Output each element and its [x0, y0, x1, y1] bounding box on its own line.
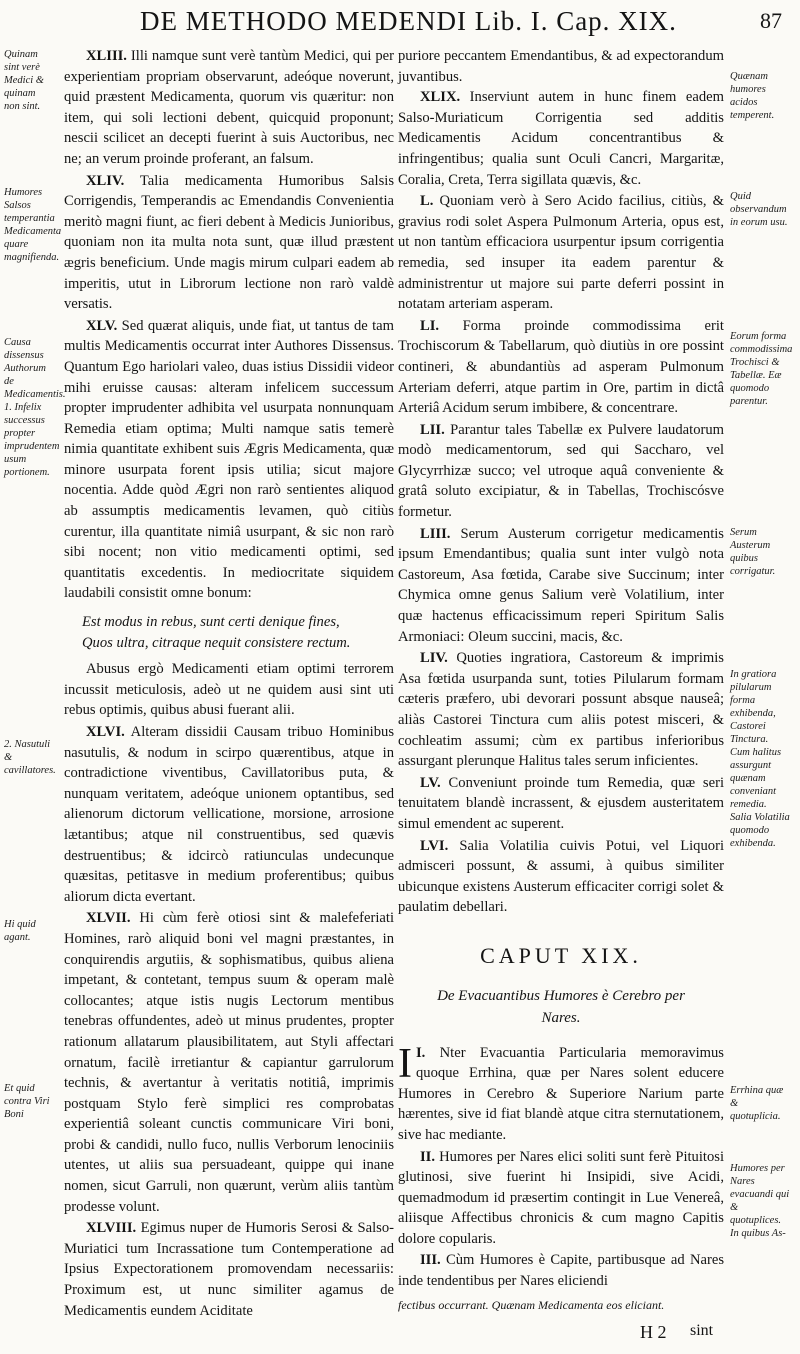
right-text-column [398, 46, 724, 1293]
margin-note: In gratiora pilularum forma exhibenda, Castorei Tinctura. Cum halitus assurgunt quænam conveniant remedia. Salia Volatilia quomodo exhibenda. [730, 669, 790, 849]
section-text: Hi cùm ferè otiosi sint & malefeferiati Homines, rarò aliquid boni vel magni præstantes, in conquirendis argutiis, & sophismatibus, quibus aliena impetant, & contetant, tempus suum & operam malè collocantes; atque istis nugis Lectorum mentibus tenebras offundentes, adeò ut minus prudentes, propter rationum allatarum plausibilitatem, aut Styli affectari ornatum, facilè irretiantur & capiantur garrulorum technis, & avertantur à veritatis notitiâ, imprimis postquam Stylo ferè simplici res comprobatas experientiâ soleant cunctis communicare Viri boni, probi & candidi, nullo fuco, nullis Verborum lenociniis utentes, ut aliis sua persuadeant, quippe qui inane nomen, sicut Garruli, non quærunt, verùm aliis tantùm prodesse volunt. [64, 910, 394, 1215]
section-paragraph [64, 722, 394, 907]
section-number: LIV. [420, 650, 448, 667]
section-paragraph [398, 648, 724, 772]
section-number: L. [420, 193, 434, 210]
section-number: XLIX. [420, 89, 461, 106]
section-paragraph [398, 1040, 724, 1146]
margin-note-continuation: fectibus occurrant. Quænam Medicamenta eos eliciant. [398, 1298, 665, 1312]
section-text: Humores per Nares elici soliti sunt ferè Pituitosi glutinosi, sive fuerint hi Insipidi, sive Acidi, quemadmodum id præsertim contingit in Lue Venereâ, aliisque Affectibus chronicis & cum magno Capitis dolore copularis. [398, 1148, 724, 1247]
left-text-column [64, 46, 394, 1322]
section-paragraph [398, 87, 724, 190]
section-text: Parantur tales Tabellæ ex Pulvere laudatorum modò medicamentorum, sed qui Saccharo, vel Glycyrrhizæ succo; vel utroque aquâ conveniente & gratâ soluto excipiatur, & in Tabellas, Trochiscósve formetur. [398, 421, 724, 521]
catchword: sint [690, 1322, 714, 1339]
section-paragraph [398, 420, 724, 523]
running-header [28, 6, 788, 40]
section-number: LI. [420, 317, 440, 334]
section-number: XLVIII. [86, 1220, 137, 1237]
verse-line: Quos ultra, citraque nequit consistere rectum. [82, 634, 351, 651]
section-number: XLV. [86, 317, 118, 334]
section-text: Abusus ergò Medicamenti etiam optimi terrorem incussit meticulosis, adeò ut ne quidem ausi sint uti rebus optimis, quibus abusi fuerant alii. [64, 661, 394, 719]
section-number: III. [420, 1252, 441, 1269]
signature-mark: H 2 [640, 1322, 667, 1342]
page-number: 87 [760, 8, 782, 33]
margin-note: Humores per Nares evacuandi qui & quotuplices. In quibus As- [730, 1163, 790, 1239]
section-number: XLVII. [86, 910, 131, 927]
section-number: LV. [420, 774, 441, 791]
section-text: Forma proinde commodissima erit Trochiscorum & Tabellarum, quò diutiùs in ore possint contineri, & abundantiùs ad asperam Pulmonum Arteriam deferri, atque partim in Ore, partim in dictâ Arteriâ Acidum serum imbibere, & concentrare. [398, 317, 724, 417]
running-title: DE METHODO MEDENDI Lib. I. Cap. XIX. [140, 6, 677, 36]
section-paragraph [398, 1250, 724, 1291]
verse-quotation [82, 612, 394, 653]
section-text: Cùm Humores è Capite, partibusque ad Nares inde tendentibus per Nares eliciendi [398, 1252, 725, 1290]
section-number: LIII. [420, 525, 451, 542]
section-text: Conveniunt proinde tum Remedia, quæ seri tenuitatem blandè incrassent, & ejusdem austeritatem simul emendent ac superent. [398, 774, 725, 832]
margin-note: Eorum forma commodissima Trochisci & Tabellæ. Eæ quomodo parentur. [730, 331, 793, 407]
section-number: II. [420, 1148, 436, 1165]
section-text: puriore peccantem Emendantibus, & ad expectorandum juvantibus. [398, 48, 724, 85]
margin-note: Errhina quæ & quotuplicia. [730, 1085, 784, 1122]
section-paragraph [398, 46, 724, 87]
section-paragraph [64, 316, 394, 604]
section-text: Egimus nuper de Humoris Serosi & Salso-Muriatici tum Incrassatione tum Contemperatione ad Ipsius Expectorationem promovendam necessariis: Proximum est, ut nunc similiter agamus de Medicamentis eundem Aciditate [64, 1220, 394, 1319]
section-paragraph [64, 1218, 394, 1321]
section-text: Quoties ingratiora, Castoreum & imprimis Asa fœtida usurpanda sunt, toties Pilularum formam cæteris præfero, ubi devorari possunt absque nauseâ; aliàs Castorei Tinctura cum aliis potest misceri, & cochleatim assumi; cùm ex partibus inferioribus assurgant plerunque Halitus tales serum inficientes. [398, 650, 724, 770]
section-paragraph [64, 46, 394, 170]
section-number: XLIV. [86, 172, 125, 189]
margin-note: Quid observandum in eorum usu. [730, 191, 788, 228]
section-text: Alteram dissidii Causam tribuo Hominibus nasutulis, & nodum in scirpo quærentibus, atque in contradictione viventibus, Cavillatoribus puta, & nunquam veritatem, adeóque unionem optantibus, sed alienorum dictorum vellicatione, morsione, arrosione lætantibus; atque nil construentibus, sed quævis destruentibus; & idcircò ratiunculas undecunque quæsitas, petitasve in medium proferentibus; quibus aliorum dicta evertant. [64, 724, 395, 905]
section-number: LII. [420, 421, 445, 438]
section-text: Talia medicamenta Humoribus Salsis Corrigendis, Temperandis ac Emendandis Convenientia meritò magni fiunt, ac fieri debent à Medicis Junioribus, quoniam non ita multa nota sunt, quæ illud præstent ægris beneficium. Unde magis mirum culpari eadem ab imperitis, utut in Librorum lectione non rarò valdè versatis. [64, 172, 395, 313]
section-text: Salia Volatilia cuivis Potui, vel Liquori admisceri possunt, & assumi, à quibus similiter ubicunque existens Austerum efficaciter corrigi solet & paulatim debellari. [398, 837, 724, 916]
margin-note: Humores Salsos temperantia Medicamenta quare magnifienda. [4, 187, 62, 263]
section-number: I. [416, 1044, 426, 1061]
section-paragraph [64, 659, 394, 721]
margin-note: Quænam humores acidos temperent. [730, 71, 775, 121]
section-number: XLVI. [86, 724, 125, 740]
section-paragraph [398, 191, 724, 315]
margin-note: Causa dissensus Authorum de Medicamentis. 1. Infelix successus propter imprudentem usum portionem. [4, 337, 66, 478]
drop-capital: I [398, 1040, 412, 1087]
margin-note: Et quid contra Viri Boni [4, 1083, 50, 1120]
section-text: Sed quærat aliquis, unde fiat, ut tantus de tam multis Medicamentis occurrat inter Authores Dissensus. Quantum Ego hariolari valeo, duas istius Dissidii videor mihi eruisse causas: alteram infelicem successum propter imprudenter adhibita vel usurpata nonnunquam Remedia etiam optima; Multi namque satis temerè nimia quantitate exhibent suis Ægris Medicamenta, quæ minore usurpata forent ipsis utilia; sicut majore nocentia. Adde quòd Ægri non rarò sentientes aliquod ab assumptis medicamentis levamen, quò citiùs curentur, illa quantitate nimiâ usurpant, & sic non rarò sibi nocent; non vitio medicamenti optimi, sed quantitatis excedentis. In mediocritate siquidem laudabili consistit omne bonum: [64, 317, 394, 602]
chapter-heading: CAPUT XIX. [480, 942, 642, 968]
section-paragraph [64, 908, 394, 1217]
section-text: Illi namque sunt verè tantùm Medici, qui per experientiam propriam observarunt, adeóque noverunt, quid præstent Medicamenta, quorum vis quæritur: non item, qui soli lectioni debent, quicquid proponunt; nescii scilicet an decepti fuerint à suis Auctoribus, nec ne; an verum proinde proferant, an falsum. [64, 48, 394, 167]
section-text: Quoniam verò à Sero Acido facilius, citiùs, & gravius rodi solet Aspera Pulmonum Arteria, opus est, ut non tantùm efficaciora usurpentur ipsum corrigentia remedia, sed insuper ita eadem parentur & administrentur ut majore sui parte deferri possint in notatam arteriam asperam. [398, 193, 724, 313]
section-paragraph [398, 316, 724, 419]
section-number: XLIII. [86, 48, 127, 64]
section-paragraph [398, 524, 724, 648]
section-text: Serum Austerum corrigetur medicamentis ipsum Emendantibus; qualia sunt inter vulgò nota Castoreum, Asa fœtida, Carabe sive Succinum; inter Chymica omne genus Salium verè Volatilium, inter quæ hactenus efficacissimum reperi Spiritum Salis Armoniaci: Oleum succini, macis, &c. [398, 525, 724, 645]
margin-note: Serum Austerum quibus corrigatur. [730, 527, 776, 577]
section-paragraph [398, 1147, 724, 1250]
section-text: Nter Evacuantia Particularia memoravimus quoque Errhina, quæ per Nares solent educere Humores in Cerebro & Superiore Narium parte hærentes, sive id fiat blandè atque citra sternutationem, sive hac mediante. [398, 1044, 724, 1143]
section-number: LVI. [420, 837, 449, 854]
section-paragraph [398, 836, 724, 918]
section-paragraph [398, 773, 724, 835]
chapter-subtitle: De Evacuantibus Humores è Cerebro per Nares. [437, 987, 685, 1026]
margin-note: Quinam sint verè Medici & quinam non sint. [4, 49, 44, 112]
margin-note: Hi quid agant. [4, 919, 36, 943]
verse-line: Est modus in rebus, sunt certi denique fines, [82, 614, 340, 631]
section-text: Inserviunt autem in hunc finem eadem Salso-Muriaticum Corrigentia sed additis Medicamentis Acidum concentrantibus & infringentibus; qualia sunt Oculi Cancri, Margaritæ, Coralia, Creta, Terra sigillata quævis, &c. [398, 89, 724, 188]
section-paragraph [64, 171, 394, 315]
margin-note: 2. Nasutuli & cavillatores. [4, 739, 56, 776]
